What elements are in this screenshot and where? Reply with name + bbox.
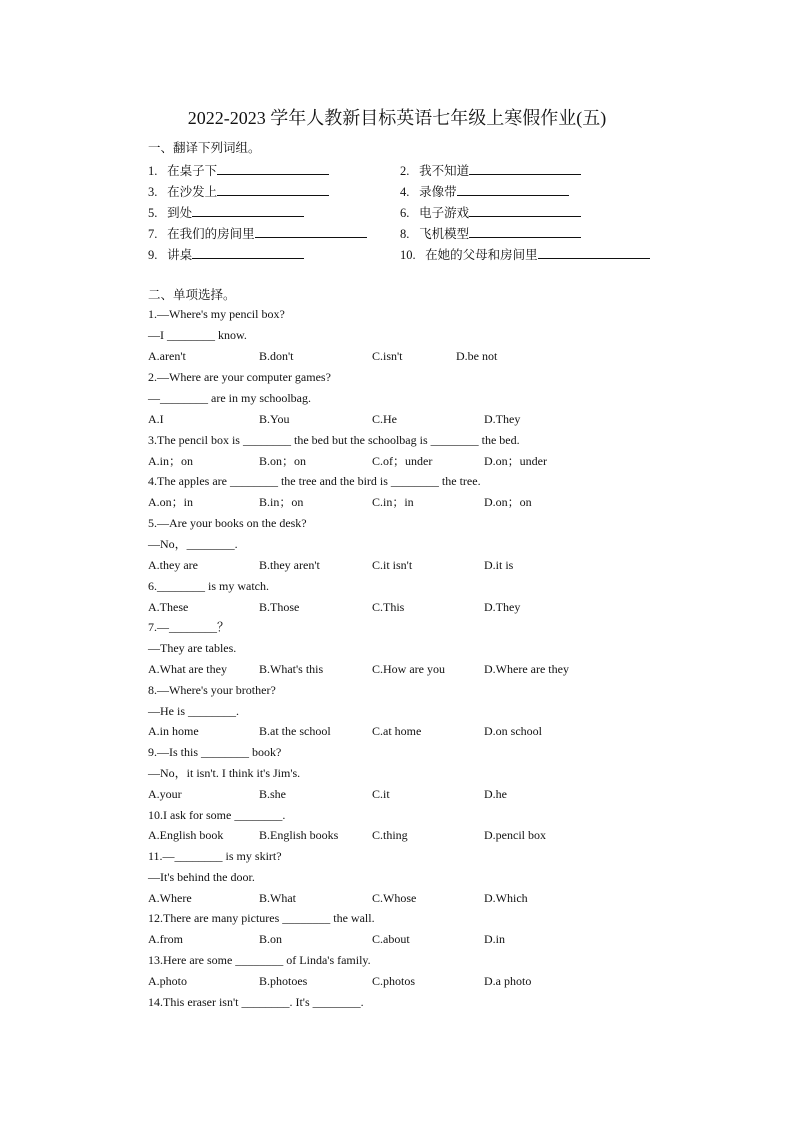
question-line: 3.The pencil box is ________ the bed but the schoolbag is ________ the bed.	[148, 433, 520, 447]
page-title: 2022-2023 学年人教新目标英语七年级上寒假作业(五)	[187, 108, 607, 128]
vocab-item: 8. 飞机模型	[400, 224, 581, 243]
option-b: B.What's this	[259, 662, 324, 676]
question-line: 7.—________？	[148, 620, 230, 634]
option-b: B.What	[259, 891, 296, 905]
vocab-item: 6. 电子游戏	[400, 203, 581, 222]
question-line: —I ________ know.	[148, 328, 247, 342]
option-d: D.They	[484, 600, 521, 614]
question-line: 5.—Are your books on the desk?	[148, 516, 307, 530]
vocab-item: 10. 在她的父母和房间里	[400, 245, 650, 264]
option-c: C.Whose	[372, 891, 417, 905]
option-a: A.These	[148, 600, 189, 614]
option-c: C.This	[372, 600, 405, 614]
option-a: A.I	[148, 412, 164, 426]
option-c: C.He	[372, 412, 397, 426]
option-d: D.he	[484, 787, 507, 801]
question-line: 1.—Where's my pencil box?	[148, 307, 285, 321]
option-b: B.don't	[259, 349, 294, 363]
option-c: C.about	[372, 932, 410, 946]
option-a: A.on；in	[148, 495, 194, 509]
section1-heading: 一、翻译下列词组。	[148, 141, 261, 155]
option-a: A.aren't	[148, 349, 186, 363]
option-d: D.Which	[484, 891, 528, 905]
question-line: 6.________ is my watch.	[148, 579, 269, 593]
option-c: C.at home	[372, 724, 422, 738]
question-line: 8.—Where's your brother?	[148, 683, 276, 697]
question-line: —No，________.	[148, 537, 238, 551]
option-d: D.on；under	[484, 454, 547, 468]
option-d: D.on；on	[484, 495, 532, 509]
option-a: A.What are they	[148, 662, 227, 676]
option-d: D.it is	[484, 558, 514, 572]
option-a: A.your	[148, 787, 182, 801]
option-b: B.they aren't	[259, 558, 320, 572]
vocab-item: 3. 在沙发上	[148, 182, 329, 201]
option-b: B.photoes	[259, 974, 308, 988]
option-c: C.in；in	[372, 495, 414, 509]
vocab-item: 9. 讲桌	[148, 245, 304, 264]
option-b: B.English books	[259, 828, 339, 842]
question-line: 4.The apples are ________ the tree and the bird is ________ the tree.	[148, 474, 481, 488]
question-line: 11.—________ is my skirt?	[148, 849, 282, 863]
question-line: 9.—Is this ________ book?	[148, 745, 282, 759]
vocab-item: 1. 在桌子下	[148, 161, 329, 180]
question-line: —He is ________.	[148, 704, 239, 718]
option-b: B.she	[259, 787, 286, 801]
question-line: 10.I ask for some ________.	[148, 808, 286, 822]
option-a: A.from	[148, 932, 183, 946]
option-b: B.on；on	[259, 454, 307, 468]
option-c: C.How are you	[372, 662, 445, 676]
option-a: A.in home	[148, 724, 199, 738]
option-c: C.it isn't	[372, 558, 413, 572]
option-c: C.thing	[372, 828, 408, 842]
question-line: 13.Here are some ________ of Linda's family.	[148, 953, 371, 967]
option-c: C.it	[372, 787, 390, 801]
question-line: 2.—Where are your computer games?	[148, 370, 331, 384]
option-a: A.photo	[148, 974, 187, 988]
question-line: 14.This eraser isn't ________. It's ________.	[148, 995, 364, 1009]
vocab-item: 4. 录像带	[400, 182, 569, 201]
vocab-item: 2. 我不知道	[400, 161, 581, 180]
option-d: D.Where are they	[484, 662, 569, 676]
option-d: D.be not	[456, 349, 498, 363]
option-b: B.at the school	[259, 724, 331, 738]
option-d: D.a photo	[484, 974, 532, 988]
question-line: 12.There are many pictures ________ the wall.	[148, 911, 375, 925]
vocab-item: 7. 在我们的房间里	[148, 224, 367, 243]
vocab-item: 5. 到处	[148, 203, 304, 222]
question-line: —It's behind the door.	[148, 870, 255, 884]
option-d: D.They	[484, 412, 521, 426]
option-b: B.Those	[259, 600, 300, 614]
option-b: B.on	[259, 932, 283, 946]
option-c: C.of；under	[372, 454, 433, 468]
option-b: B.You	[259, 412, 290, 426]
option-d: D.on school	[484, 724, 542, 738]
option-c: C.photos	[372, 974, 416, 988]
option-a: A.in；on	[148, 454, 194, 468]
question-line: —________ are in my schoolbag.	[148, 391, 311, 405]
section2-heading: 二、单项选择。	[148, 288, 236, 302]
option-a: A.English book	[148, 828, 224, 842]
option-b: B.in；on	[259, 495, 304, 509]
option-d: D.pencil box	[484, 828, 546, 842]
question-line: —No，it isn't. I think it's Jim's.	[148, 766, 301, 780]
option-c: C.isn't	[372, 349, 403, 363]
option-a: A.Where	[148, 891, 192, 905]
question-line: —They are tables.	[148, 641, 237, 655]
option-a: A.they are	[148, 558, 198, 572]
option-d: D.in	[484, 932, 505, 946]
